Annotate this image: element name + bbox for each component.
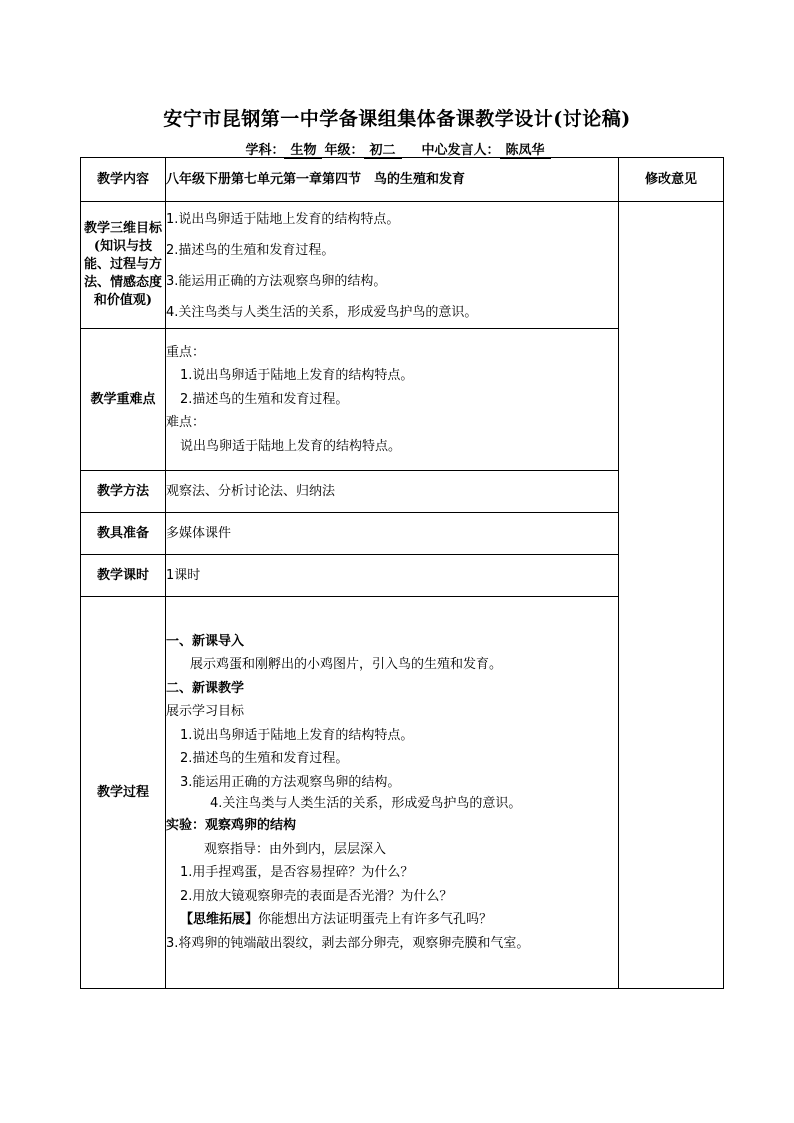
key-points-label: 教学重难点 <box>81 329 166 471</box>
subject-label: 学科： <box>245 143 285 158</box>
objectives-row <box>81 202 724 329</box>
process-line: 3.将鸡卵的钝端敲出裂纹，剥去部分卵壳，观察卵壳膜和气室。 <box>166 935 530 951</box>
process-section-heading: 二、新课教学 <box>166 680 245 696</box>
thinking-extension-tag: 【思维拓展】 <box>180 912 259 928</box>
objective-item: 4.关注鸟类与人类生活的关系，形成爱鸟护鸟的意识。 <box>166 305 478 320</box>
tools-label: 教具准备 <box>81 513 166 555</box>
process-line: 2.用放大镜观察卵壳的表面是否光滑？为什么？ <box>180 888 453 904</box>
key-item: 1.说出鸟卵适于陆地上发育的结构特点。 <box>180 368 414 384</box>
document-meta <box>0 139 794 159</box>
key-item: 2.描述鸟的生殖和发育过程。 <box>180 391 349 407</box>
key-heading: 重点： <box>166 344 206 360</box>
process-section-heading: 实验：观察鸡卵的结构 <box>166 818 297 834</box>
objective-item: 1.说出鸟卵适于陆地上发育的结构特点。 <box>166 212 400 227</box>
objective-item: 3.能运用正确的方法观察鸟卵的结构。 <box>166 274 387 289</box>
process-line: 展示鸡蛋和刚孵出的小鸡图片，引入鸟的生殖和发育。 <box>190 657 503 673</box>
process-line: 展示学习目标 <box>166 704 245 720</box>
objectives-content <box>166 202 619 329</box>
process-section-heading: 一、新课导入 <box>166 633 245 649</box>
key-points-content <box>166 329 619 471</box>
header-label: 教学内容 <box>81 158 166 202</box>
grade-label: 年级： <box>324 143 364 158</box>
thinking-extension-text: 你能想出方法证明蛋壳上有许多气孔吗？ <box>258 912 493 928</box>
difficulty-heading: 难点： <box>166 415 206 431</box>
speaker-label: 中心发言人： <box>421 143 500 158</box>
objective-item: 2.描述鸟的生殖和发育过程。 <box>166 243 335 258</box>
tools-content: 多媒体课件 <box>166 513 619 555</box>
lesson-plan-table <box>80 157 724 989</box>
objectives-label: 教学三维目标(知识与技能、过程与方法、情感态度和价值观) <box>81 202 166 329</box>
header-content: 八年级下册第七单元第一章第四节 鸟的生殖和发育 <box>166 158 619 202</box>
process-line: 1.用手捏鸡蛋，是否容易捏碎？为什么？ <box>180 865 414 881</box>
difficulty-item: 说出鸟卵适于陆地上发育的结构特点。 <box>180 438 402 454</box>
document-title: 安宁市昆钢第一中学备课组集体备课教学设计(讨论稿) <box>163 108 631 130</box>
subject-value: 生物 <box>284 143 322 159</box>
speaker-value: 陈凤华 <box>500 143 551 159</box>
process-label: 教学过程 <box>81 597 166 989</box>
process-line: 1.说出鸟卵适于陆地上发育的结构特点。 <box>180 727 414 743</box>
hours-content: 1课时 <box>166 555 619 597</box>
process-line: 观察指导：由外到内，层层深入 <box>204 841 387 857</box>
methods-content: 观察法、分析讨论法、归纳法 <box>166 471 619 513</box>
hours-label: 教学课时 <box>81 555 166 597</box>
process-content <box>166 597 619 989</box>
grade-value: 初二 <box>364 143 402 159</box>
revision-label: 修改意见 <box>619 158 724 202</box>
process-line: 3.能运用正确的方法观察鸟卵的结构。 <box>180 774 401 790</box>
process-line <box>166 908 618 932</box>
process-line: 4.关注鸟类与人类生活的关系，形成爱鸟护鸟的意识。 <box>210 796 522 812</box>
methods-label: 教学方法 <box>81 471 166 513</box>
revision-notes-cell <box>619 202 724 989</box>
process-line: 2.描述鸟的生殖和发育过程。 <box>180 751 349 767</box>
header-row <box>81 158 724 202</box>
